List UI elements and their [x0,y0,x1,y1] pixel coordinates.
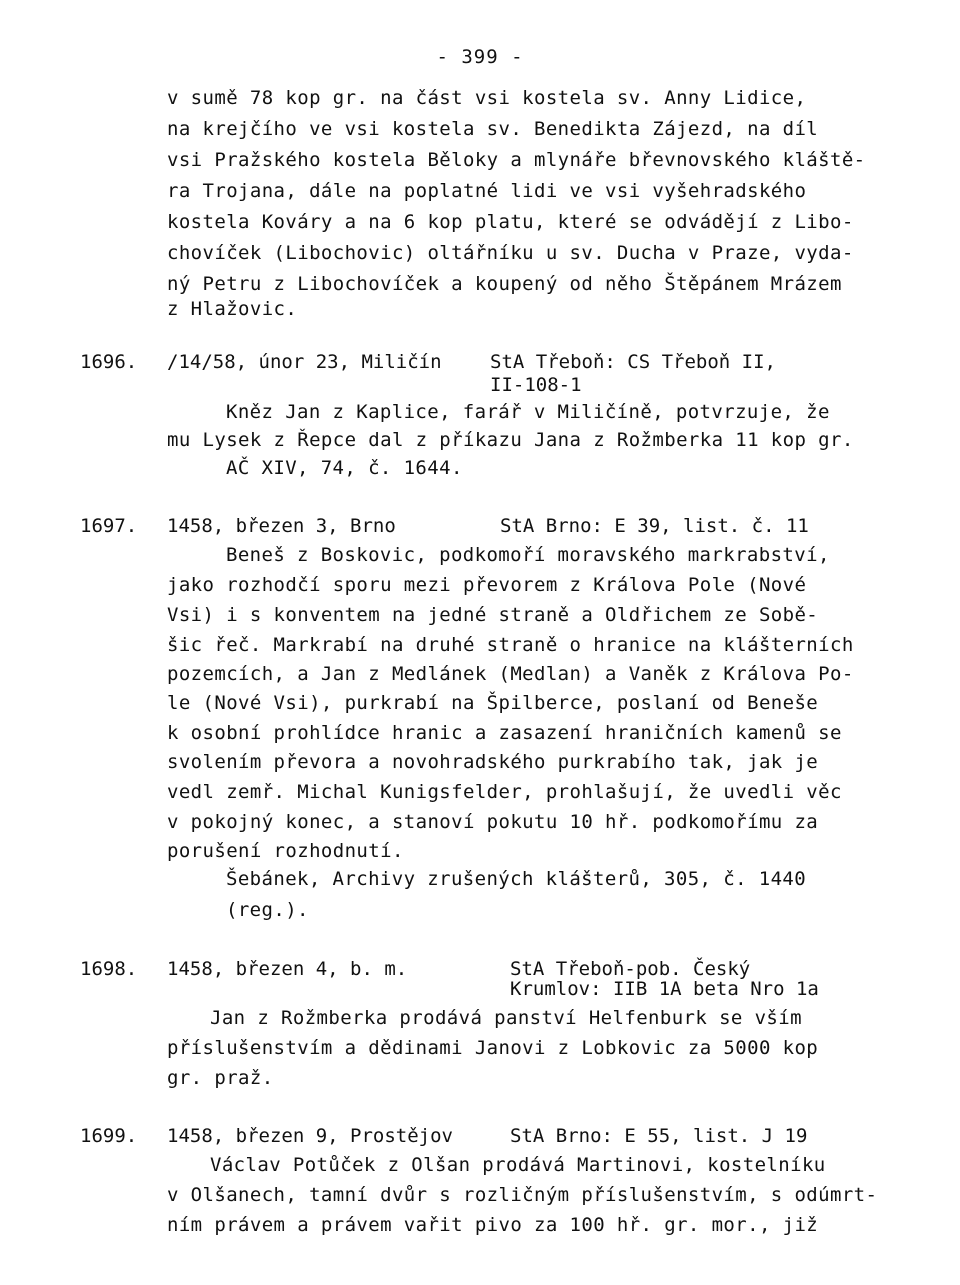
entry-archive: Krumlov: IIB 1A beta Nro 1a [510,978,819,1000]
text-line: vsi Pražského kostela Běloky a mlynáře břevnovského kláště- [167,149,866,171]
text-line: porušení rozhodnutí. [167,840,404,862]
text-line: pozemcích, a Jan z Medlánek (Medlan) a Vaněk z Králova Po- [167,663,854,685]
text-line: vedl zemř. Michal Kunigsfelder, prohlašují, že uvedli věc [167,781,842,803]
text-line: kostela Kováry a na 6 kop platu, které se odvádějí z Libo- [167,211,854,233]
entry-date-place: 1458, březen 4, b. m. [167,958,408,980]
text-line: gr. praž. [167,1067,274,1089]
entry-date-place: /14/58, únor 23, Miličín [167,351,442,373]
text-line: v sumě 78 kop gr. na část vsi kostela sv. Anny Lidice, [167,87,807,109]
text-line: šic řeč. Markrabí na druhé straně o hranice na klášterních [167,634,854,656]
citation: (reg.). [226,899,309,921]
text-line: na krejčího ve vsi kostela sv. Benedikta Zájezd, na díl [167,118,819,140]
entry-archive: StA Třeboň: CS Třeboň II, [490,351,776,373]
entry-number: 1698. [80,958,138,980]
page-number: - 399 - [436,46,524,68]
entry-date-place: 1458, březen 9, Prostějov [167,1125,453,1147]
entry-archive: II-108-1 [490,374,582,396]
text-line: v Olšanech, tamní dvůr s rozličným příslušenstvím, s odúmrt- [167,1184,878,1206]
text-line: Václav Potůček z Olšan prodává Martinovi, kostelníku [210,1154,826,1176]
text-line: v pokojný konec, a stanoví pokutu 10 hř. podkomořímu za [167,811,819,833]
entry-number: 1697. [80,515,138,537]
text-line: jako rozhodčí sporu mezi převorem z Králova Pole (Nové [167,574,807,596]
text-line: k osobní prohlídce hranic a zasazení hraničních kamenů se [167,722,842,744]
entry-number: 1699. [80,1125,138,1147]
entry-archive: StA Brno: E 55, list. J 19 [510,1125,808,1147]
text-line: příslušenstvím a dědinami Janovi z Lobkovic za 5000 kop [167,1037,819,1059]
text-line: ním právem a právem vařit pivo za 100 hř. gr. mor., již [167,1214,819,1236]
citation: Šebánek, Archivy zrušených klášterů, 305, č. 1440 [226,868,807,890]
text-line: Vsi) i s konventem na jedné straně a Oldřichem ze Sobě- [167,604,819,626]
text-line: ný Petru z Libochovíček a koupený od něho Štěpánem Mrázem [167,273,842,295]
entry-number: 1696. [80,351,138,373]
entry-date-place: 1458, březen 3, Brno [167,515,396,537]
text-line: Kněz Jan z Kaplice, farář v Miličíně, potvrzuje, že [226,401,830,423]
text-line: le (Nové Vsi), purkrabí na Špilberce, poslaní od Beneše [167,692,819,714]
text-line: z Hlažovic. [167,298,298,320]
text-line: ra Trojana, dále na poplatné lidi ve vsi vyšehradského [167,180,807,202]
text-line: Beneš z Boskovic, podkomoří moravského markrabství, [226,544,830,566]
text-line: svolením převora a novohradského purkrabího tak, jak je [167,751,819,773]
entry-archive: StA Třeboň-pob. Český [510,958,751,980]
text-line: chovíček (Libochovic) oltářníku u sv. Ducha v Praze, vyda- [167,242,854,264]
text-line: Jan z Rožmberka prodává panství Helfenburk se vším [210,1007,802,1029]
text-line: mu Lysek z Řepce dal z příkazu Jana z Rožmberka 11 kop gr. [167,429,854,451]
citation: AČ XIV, 74, č. 1644. [226,457,463,479]
entry-archive: StA Brno: E 39, list. č. 11 [500,515,809,537]
